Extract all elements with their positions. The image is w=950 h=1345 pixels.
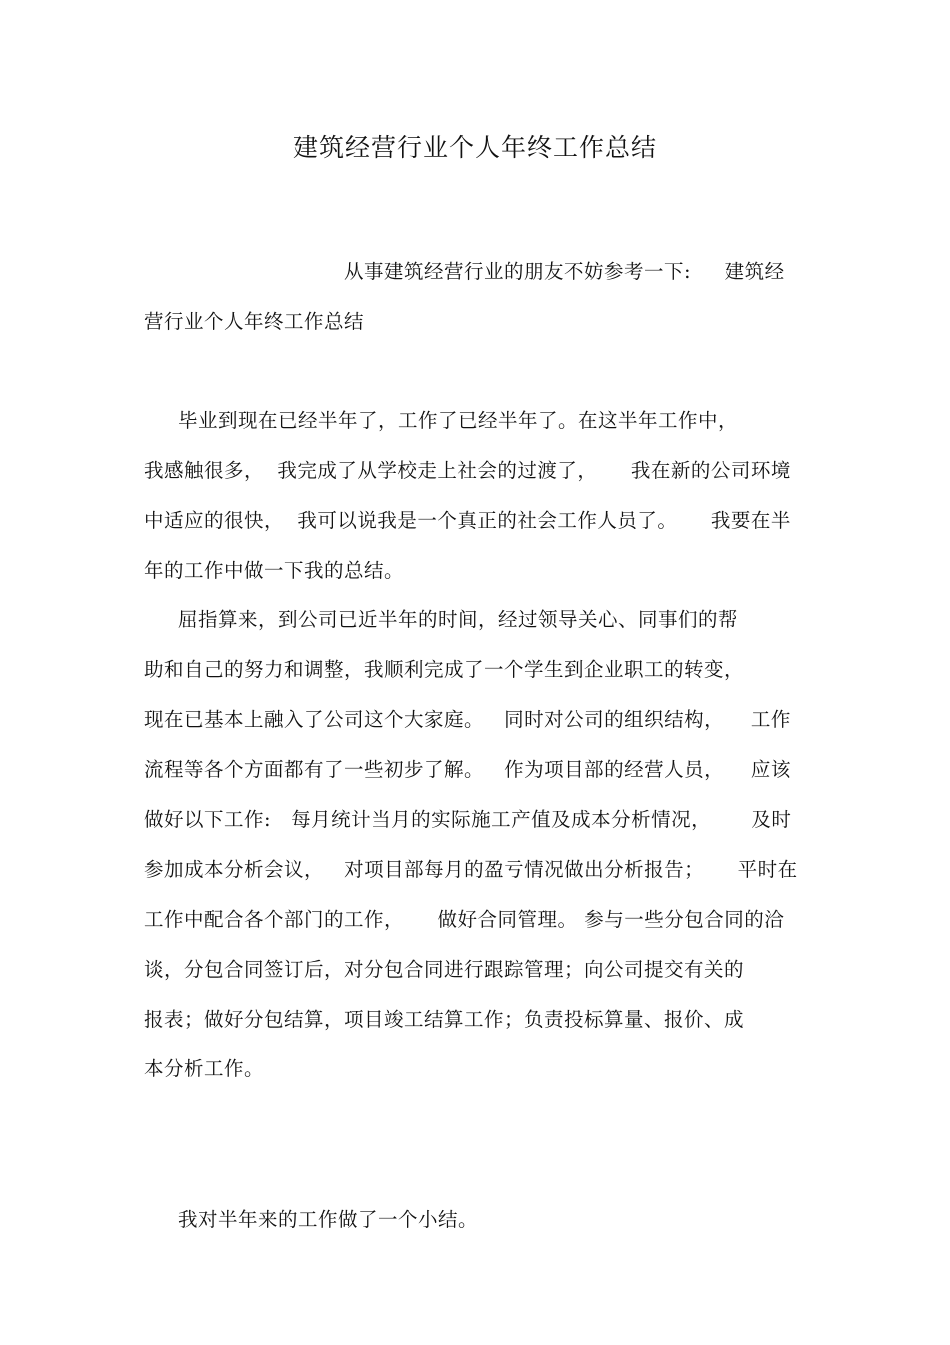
paragraph1-line-1: 毕业到现在已经半年了，工作了已经半年了。在这半年工作中， [178, 409, 739, 432]
paragraph2-line-4: 流程等各个方面都有了一些初步了解。 作为项目部的经营人员， 应该 [144, 758, 791, 781]
paragraph1-line-3: 中适应的很快， 我可以说我是一个真正的社会工作人员了。 我要在半 [144, 509, 791, 532]
paragraph2-line-7: 工作中配合各个部门的工作， 做好合同管理。 参与一些分包合同的洽 [144, 908, 785, 931]
paragraph3-line-1: 我对半年来的工作做了一个小结。 [178, 1208, 479, 1231]
paragraph1-line-4: 年的工作中做一下我的总结。 [144, 559, 405, 582]
paragraph2-line-8: 谈，分包合同签订后，对分包合同进行跟踪管理；向公司提交有关的 [144, 958, 745, 981]
paragraph2-line-9: 报表；做好分包结算，项目竣工结算工作；负责投标算量、报价、成 [144, 1008, 745, 1031]
paragraph2-line-6: 参加成本分析会议， 对项目部每月的盈亏情况做出分析报告； 平时在 [144, 858, 798, 881]
paragraph2-line-10: 本分析工作。 [144, 1057, 265, 1080]
paragraph2-line-3: 现在已基本上融入了公司这个大家庭。 同时对公司的组织结构， 工作 [144, 708, 791, 731]
intro-line-1: 从事建筑经营行业的朋友不妨参考一下: 建筑经 [344, 260, 785, 283]
paragraph2-line-5: 做好以下工作: 每月统计当月的实际施工产值及成本分析情况， 及时 [144, 808, 792, 831]
paragraph1-line-2: 我感触很多， 我完成了从学校走上社会的过渡了， 我在新的公司环境 [144, 459, 791, 482]
intro-line-2: 营行业个人年终工作总结 [144, 310, 365, 333]
paragraph2-line-1: 屈指算来，到公司已近半年的时间，经过领导关心、同事们的帮 [178, 608, 739, 631]
paragraph2-line-2: 助和自己的努力和调整，我顺利完成了一个学生到企业职工的转变， [144, 658, 745, 681]
document-title: 建筑经营行业个人年终工作总结 [292, 133, 657, 162]
